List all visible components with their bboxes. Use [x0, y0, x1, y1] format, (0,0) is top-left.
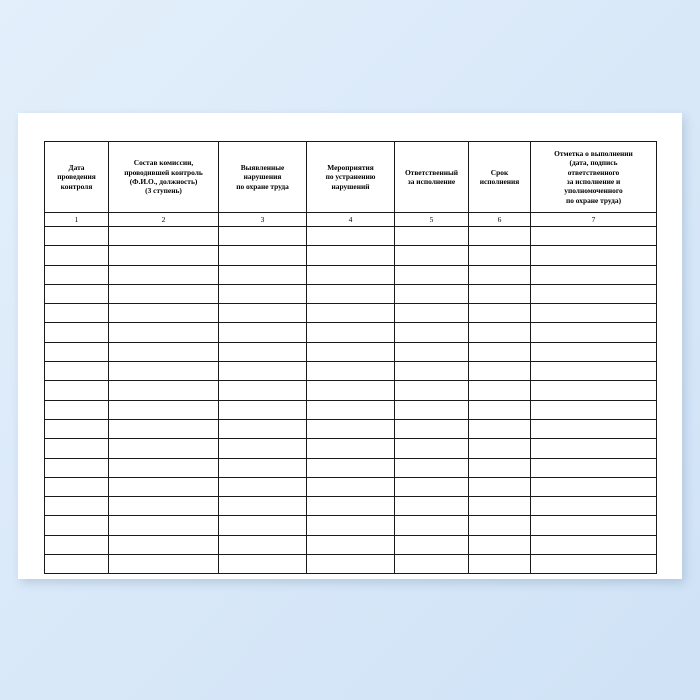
table-cell[interactable] — [219, 439, 307, 458]
table-cell[interactable] — [531, 246, 657, 265]
table-cell[interactable] — [45, 323, 109, 342]
table-cell[interactable] — [469, 362, 531, 381]
table-row — [45, 381, 657, 400]
table-cell[interactable] — [45, 400, 109, 419]
table-cell[interactable] — [307, 535, 395, 554]
table-body — [45, 227, 657, 574]
table-cell[interactable] — [307, 477, 395, 496]
table-row — [45, 535, 657, 554]
table-cell[interactable] — [531, 400, 657, 419]
table-cell[interactable] — [395, 323, 469, 342]
table-cell[interactable] — [469, 323, 531, 342]
table-cell[interactable] — [219, 555, 307, 574]
table-cell[interactable] — [395, 516, 469, 535]
table-cell[interactable] — [395, 419, 469, 438]
table-cell[interactable] — [219, 284, 307, 303]
table-cell[interactable] — [307, 362, 395, 381]
table-cell[interactable] — [531, 342, 657, 361]
table-cell[interactable] — [109, 477, 219, 496]
table-cell[interactable] — [307, 227, 395, 246]
column-number-row — [45, 213, 657, 227]
column-number-2: 2 — [109, 213, 219, 227]
table-row — [45, 400, 657, 419]
table-row — [45, 342, 657, 361]
table-cell[interactable] — [109, 381, 219, 400]
table-cell[interactable] — [45, 535, 109, 554]
table-cell[interactable] — [531, 381, 657, 400]
table-cell[interactable] — [395, 497, 469, 516]
column-header-deadline: Срок исполнения — [469, 142, 531, 213]
table-cell[interactable] — [307, 419, 395, 438]
table-cell[interactable] — [469, 246, 531, 265]
table-row — [45, 497, 657, 516]
table-cell[interactable] — [45, 516, 109, 535]
table-cell[interactable] — [45, 304, 109, 323]
table-cell[interactable] — [307, 400, 395, 419]
table-cell[interactable] — [109, 535, 219, 554]
table-cell[interactable] — [307, 555, 395, 574]
table-cell[interactable] — [469, 381, 531, 400]
table-cell[interactable] — [395, 439, 469, 458]
table-container — [44, 141, 656, 574]
table-row — [45, 458, 657, 477]
table-cell[interactable] — [395, 342, 469, 361]
table-cell[interactable] — [307, 265, 395, 284]
column-header-date: Дата проведения контроля — [45, 142, 109, 213]
column-header-measures: Мероприятия по устранению нарушений — [307, 142, 395, 213]
table-cell[interactable] — [531, 555, 657, 574]
table-cell[interactable] — [45, 227, 109, 246]
table-cell[interactable] — [45, 419, 109, 438]
table-cell[interactable] — [395, 555, 469, 574]
table-cell[interactable] — [469, 439, 531, 458]
column-number-7: 7 — [531, 213, 657, 227]
table-cell[interactable] — [45, 477, 109, 496]
table-cell[interactable] — [531, 439, 657, 458]
table-cell[interactable] — [531, 535, 657, 554]
header-row — [45, 142, 657, 213]
table-cell[interactable] — [219, 246, 307, 265]
column-header-commission: Состав комиссии, проводившей контроль (Ф.И.О., должность) (3 ступень) — [109, 142, 219, 213]
table-cell[interactable] — [109, 362, 219, 381]
table-cell[interactable] — [531, 323, 657, 342]
table-cell[interactable] — [469, 458, 531, 477]
table-cell[interactable] — [109, 439, 219, 458]
table-cell[interactable] — [219, 535, 307, 554]
table-cell[interactable] — [469, 342, 531, 361]
table-cell[interactable] — [45, 458, 109, 477]
table-row — [45, 477, 657, 496]
table-cell[interactable] — [109, 516, 219, 535]
table-cell[interactable] — [307, 458, 395, 477]
table-cell[interactable] — [531, 265, 657, 284]
table-cell[interactable] — [219, 362, 307, 381]
table-cell[interactable] — [307, 284, 395, 303]
table-cell[interactable] — [531, 284, 657, 303]
table-cell[interactable] — [307, 342, 395, 361]
table-cell[interactable] — [219, 265, 307, 284]
table-row — [45, 246, 657, 265]
table-cell[interactable] — [395, 304, 469, 323]
table-cell[interactable] — [307, 516, 395, 535]
table-cell[interactable] — [307, 497, 395, 516]
table-cell[interactable] — [109, 342, 219, 361]
table-row — [45, 284, 657, 303]
table-cell[interactable] — [531, 497, 657, 516]
journal-table — [44, 141, 657, 574]
table-cell[interactable] — [219, 516, 307, 535]
table-cell[interactable] — [395, 265, 469, 284]
table-row — [45, 419, 657, 438]
table-cell[interactable] — [395, 227, 469, 246]
column-number-6: 6 — [469, 213, 531, 227]
table-cell[interactable] — [109, 304, 219, 323]
column-header-responsible: Ответственный за исполнение — [395, 142, 469, 213]
table-cell[interactable] — [395, 477, 469, 496]
table-cell[interactable] — [45, 362, 109, 381]
table-cell[interactable] — [395, 535, 469, 554]
table-header — [45, 142, 657, 227]
table-cell[interactable] — [531, 362, 657, 381]
table-cell[interactable] — [45, 381, 109, 400]
table-cell[interactable] — [109, 227, 219, 246]
table-cell[interactable] — [219, 381, 307, 400]
table-cell[interactable] — [469, 516, 531, 535]
table-cell[interactable] — [219, 477, 307, 496]
table-row — [45, 439, 657, 458]
table-cell[interactable] — [395, 284, 469, 303]
table-cell[interactable] — [531, 477, 657, 496]
table-cell[interactable] — [109, 555, 219, 574]
table-cell[interactable] — [469, 265, 531, 284]
table-cell[interactable] — [219, 227, 307, 246]
column-header-completion-mark: Отметка о выполнении (дата, подпись ответственного за исполнение и уполномоченного по охране труда) — [531, 142, 657, 213]
table-cell[interactable] — [531, 419, 657, 438]
table-row — [45, 516, 657, 535]
table-row — [45, 555, 657, 574]
table-cell[interactable] — [307, 323, 395, 342]
table-cell[interactable] — [307, 381, 395, 400]
table-cell[interactable] — [469, 284, 531, 303]
column-number-5: 5 — [395, 213, 469, 227]
table-cell[interactable] — [307, 439, 395, 458]
table-cell[interactable] — [307, 304, 395, 323]
table-cell[interactable] — [307, 246, 395, 265]
table-cell[interactable] — [219, 497, 307, 516]
table-cell[interactable] — [219, 400, 307, 419]
document-sheet — [18, 113, 682, 579]
table-cell[interactable] — [531, 304, 657, 323]
table-cell[interactable] — [219, 342, 307, 361]
table-row — [45, 304, 657, 323]
table-cell[interactable] — [395, 458, 469, 477]
table-cell[interactable] — [531, 516, 657, 535]
table-row — [45, 323, 657, 342]
table-cell[interactable] — [45, 342, 109, 361]
table-cell[interactable] — [109, 497, 219, 516]
table-cell[interactable] — [109, 419, 219, 438]
table-cell[interactable] — [109, 400, 219, 419]
table-cell[interactable] — [531, 227, 657, 246]
table-cell[interactable] — [45, 265, 109, 284]
table-cell[interactable] — [469, 497, 531, 516]
table-cell[interactable] — [469, 304, 531, 323]
table-cell[interactable] — [395, 362, 469, 381]
table-cell[interactable] — [395, 381, 469, 400]
table-cell[interactable] — [469, 535, 531, 554]
table-cell[interactable] — [219, 304, 307, 323]
table-cell[interactable] — [109, 323, 219, 342]
table-row — [45, 362, 657, 381]
table-cell[interactable] — [531, 458, 657, 477]
table-cell[interactable] — [45, 439, 109, 458]
table-cell[interactable] — [45, 497, 109, 516]
table-cell[interactable] — [469, 400, 531, 419]
table-row — [45, 227, 657, 246]
column-number-1: 1 — [45, 213, 109, 227]
table-cell[interactable] — [469, 477, 531, 496]
table-cell[interactable] — [219, 323, 307, 342]
column-header-violations: Выявленные нарушения по охране труда — [219, 142, 307, 213]
column-number-3: 3 — [219, 213, 307, 227]
table-cell[interactable] — [395, 246, 469, 265]
table-cell[interactable] — [395, 400, 469, 419]
table-cell[interactable] — [45, 284, 109, 303]
table-cell[interactable] — [219, 419, 307, 438]
table-cell[interactable] — [109, 246, 219, 265]
table-cell[interactable] — [45, 246, 109, 265]
table-row — [45, 265, 657, 284]
table-cell[interactable] — [109, 284, 219, 303]
table-cell[interactable] — [469, 555, 531, 574]
table-cell[interactable] — [109, 265, 219, 284]
table-cell[interactable] — [45, 555, 109, 574]
table-cell[interactable] — [469, 419, 531, 438]
table-cell[interactable] — [219, 458, 307, 477]
table-cell[interactable] — [109, 458, 219, 477]
column-number-4: 4 — [307, 213, 395, 227]
table-cell[interactable] — [469, 227, 531, 246]
